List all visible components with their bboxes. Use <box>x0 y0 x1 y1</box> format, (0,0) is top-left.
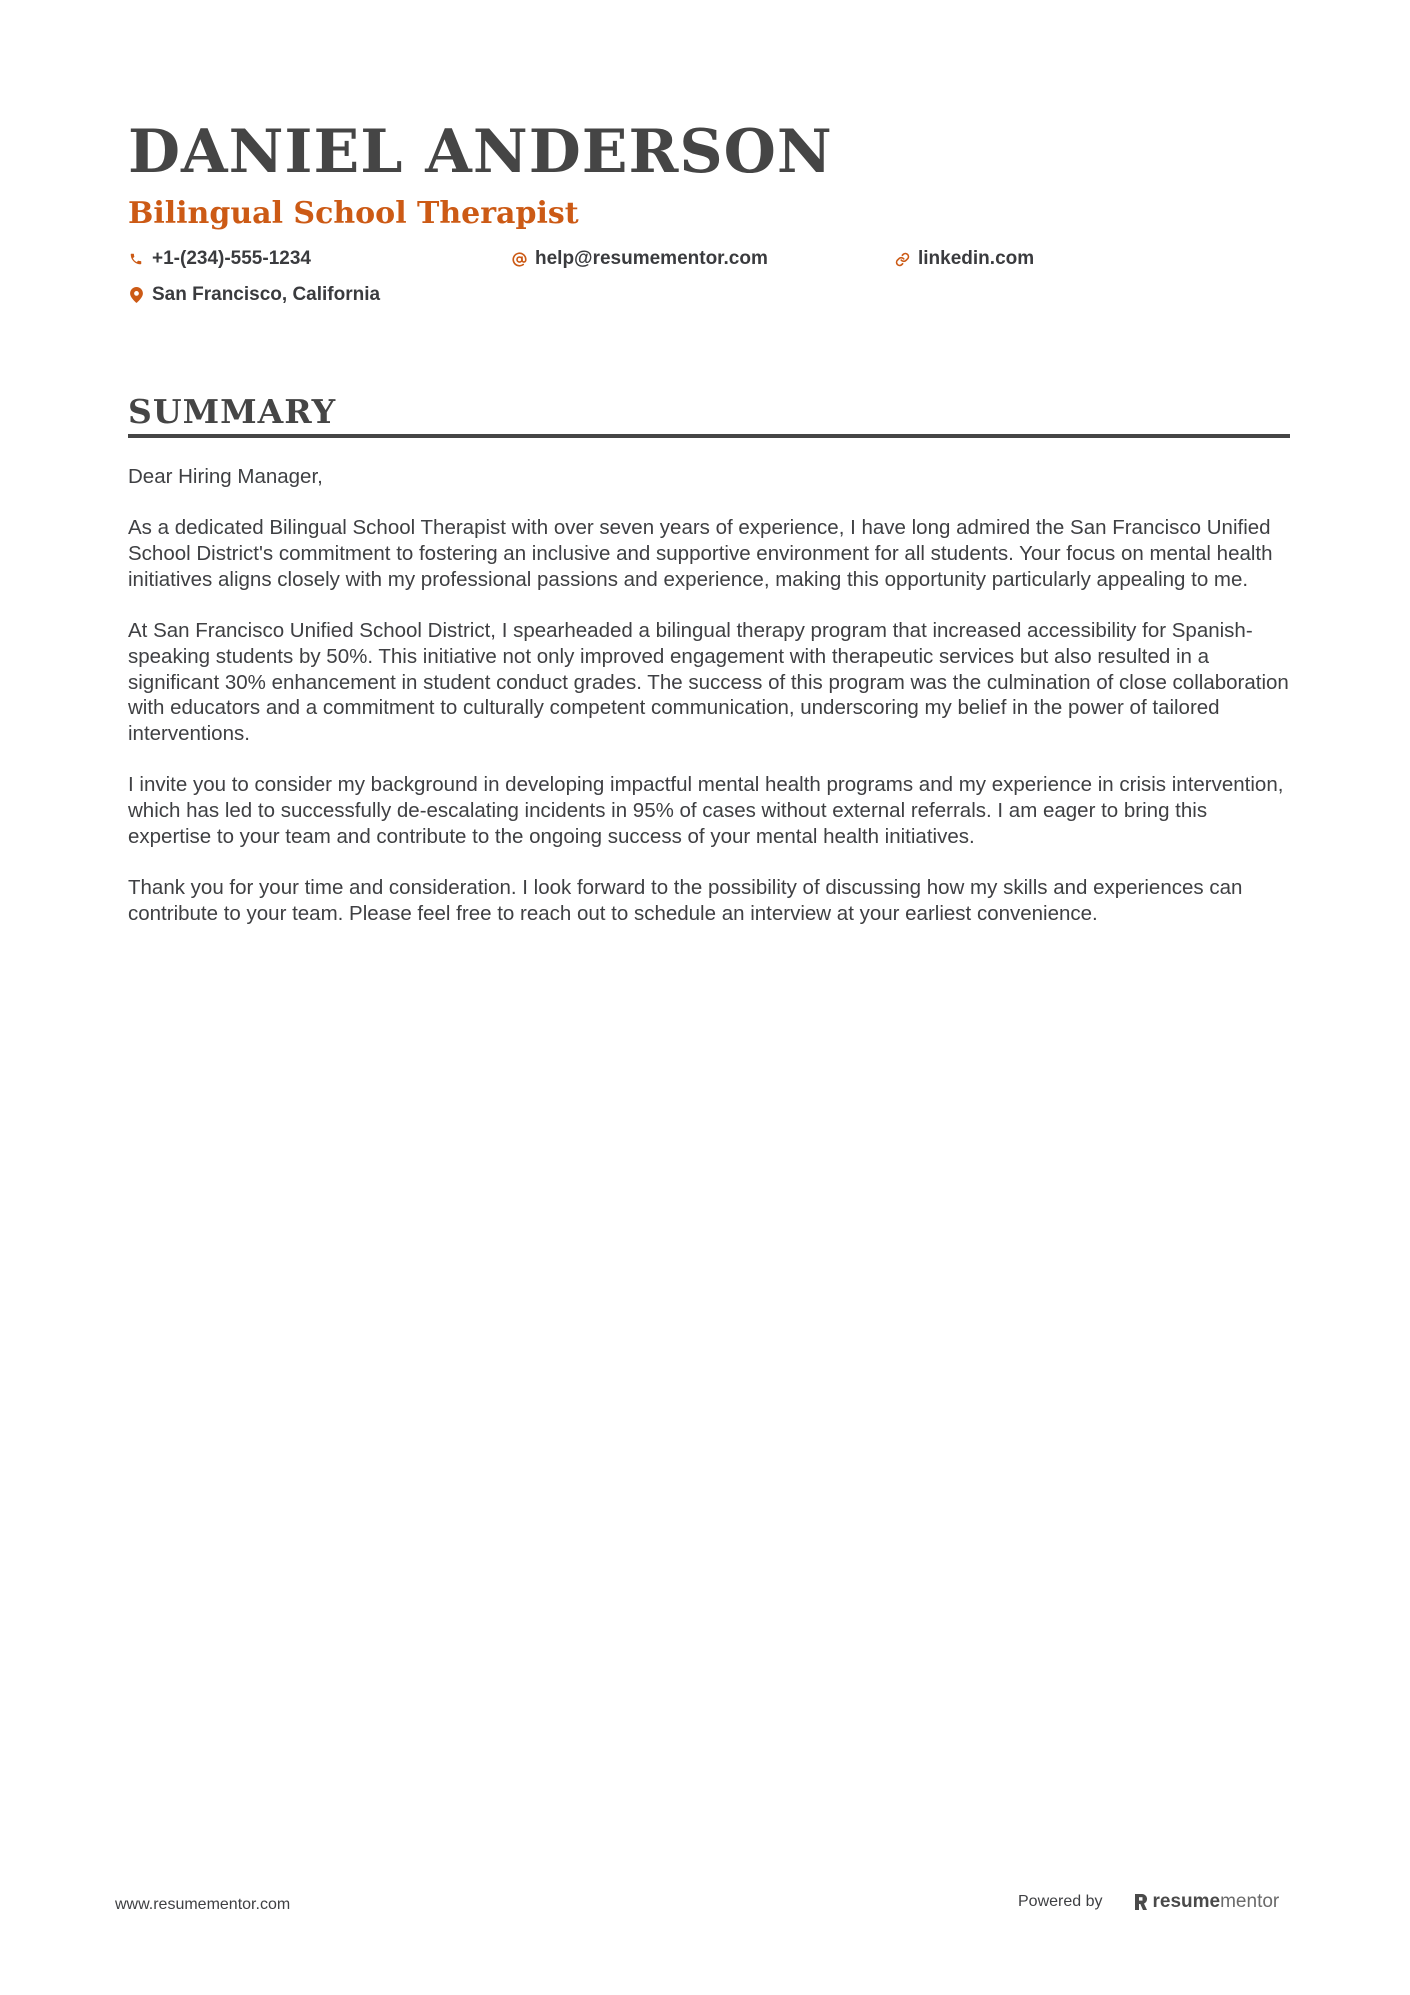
at-icon <box>511 250 527 268</box>
phone-text: +1-(234)-555-1234 <box>152 248 311 269</box>
link-icon <box>894 250 910 268</box>
powered-by-label: Powered by <box>1018 1893 1103 1910</box>
resumementor-logo-icon <box>1133 1892 1149 1912</box>
contact-linkedin[interactable] <box>894 246 1034 272</box>
letter-paragraph: As a dedicated Bilingual School Therapist with over seven years of experience, I have long admired the San Francisco Unified School District's commitment to fostering an inclusive and supportive environment for all students. Your focus on mental health initiatives aligns closely with my professional passions and experience, making this opportunity particularly appealing to me. <box>128 516 1273 591</box>
letter-paragraph: I invite you to consider my background in developing impactful mental health programs and my experience in crisis intervention, which has led to successfully de-escalating incidents in 95% of cases without external referrals. I am eager to bring this expertise to your team and contribute to the ongoing success of your mental health initiatives. <box>128 773 1284 848</box>
contact-phone <box>128 246 311 272</box>
footer-website[interactable]: www.resumementor.com <box>115 1896 291 1913</box>
section-divider <box>128 434 1290 438</box>
phone-icon <box>128 250 144 268</box>
candidate-name: DANIEL ANDERSON <box>128 117 833 187</box>
location-pin-icon <box>128 286 144 304</box>
summary-section <box>128 390 1290 952</box>
contact-email[interactable] <box>511 246 768 272</box>
contact-info <box>128 246 1290 318</box>
footer-branding <box>1018 1891 1279 1913</box>
letter-body <box>128 464 1290 927</box>
brand-part-mentor: mentor <box>1220 1891 1280 1912</box>
section-title: SUMMARY <box>128 392 337 431</box>
email-text[interactable]: help@resumementor.com <box>535 248 768 269</box>
salutation: Dear Hiring Manager, <box>128 465 323 488</box>
letter-paragraph: At San Francisco Unified School District, I spearheaded a bilingual therapy program that increased accessibility for Spanish-speaking students by 50%. This initiative not only improved engagement with therapeutic services but also resulted in a significant 30% enhancement in student conduct grades. The success of this program was the culmination of close collaboration with educators and a commitment to culturally competent communication, underscoring my belief in the power of tailored interventions. <box>128 619 1289 745</box>
job-title: Bilingual School Therapist <box>128 196 579 231</box>
letter-paragraph: Thank you for your time and consideration. I look forward to the possibility of discussing how my skills and experiences can contribute to your team. Please feel free to reach out to schedule an interview at your earliest convenience. <box>128 876 1243 925</box>
header <box>128 116 1290 318</box>
linkedin-text[interactable]: linkedin.com <box>918 248 1035 269</box>
location-text: San Francisco, California <box>152 284 381 305</box>
brand-logo[interactable] <box>1133 1891 1280 1913</box>
contact-location <box>128 282 380 308</box>
brand-part-resume: resume <box>1152 1891 1221 1912</box>
